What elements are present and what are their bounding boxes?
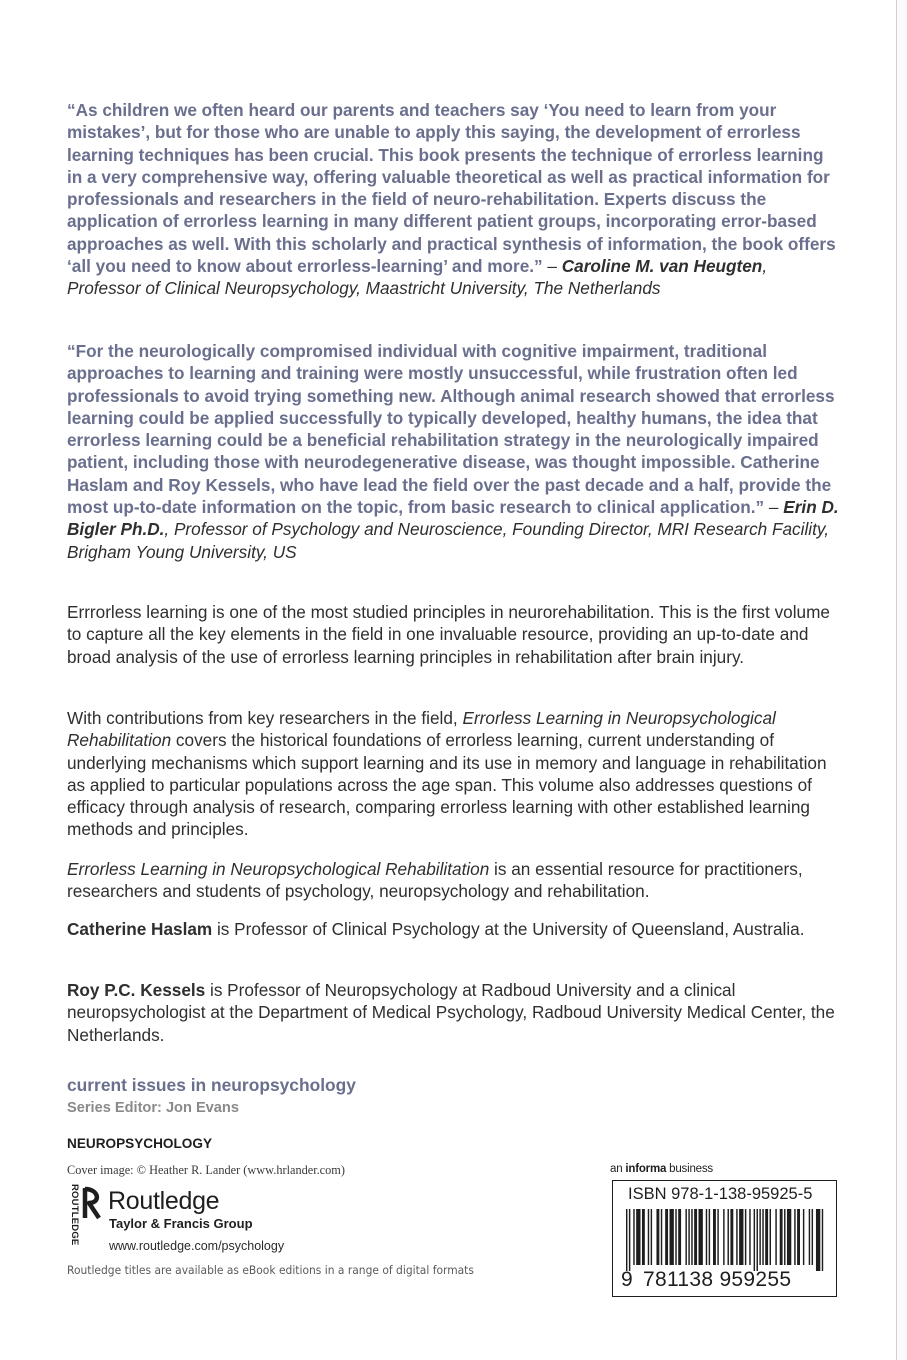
barcode-digits: [621, 1268, 831, 1292]
resource-rest: is an essential resource for practitioners, researchers and students of psychology, neuropsychology and rehabilitation.: [67, 859, 803, 902]
description-contributions: [67, 707, 842, 841]
barcode-bar: [629, 1209, 630, 1271]
barcode-bar: [691, 1209, 692, 1265]
publisher-group: Taylor & Francis Group: [109, 1216, 253, 1231]
description-intro: Errrorless learning is one of the most studied principles in neurorehabilitation. This is the first volume to capture all the key elements in the field in one invaluable resource, providing an up-to-date and broad analysis of the use of errorless learning principles in rehabilitation after brain injury.: [67, 602, 830, 667]
barcode-bar: [736, 1209, 737, 1265]
barcode-bar: [822, 1209, 823, 1271]
barcode-bar: [723, 1209, 724, 1265]
barcode-bar: [706, 1209, 707, 1265]
informa-brand: informa: [625, 1163, 667, 1175]
barcode-bar: [713, 1209, 716, 1265]
barcode-bar: [770, 1209, 771, 1265]
barcode-bar: [765, 1209, 768, 1265]
series-editor: Series Editor: Jon Evans: [67, 1100, 239, 1116]
barcode-bar: [759, 1209, 760, 1265]
author-name: Roy P.C. Kessels: [67, 980, 206, 1000]
contributions-rest: covers the historical foundations of errorless learning, current understanding of underlying mechanisms which support learning and its use in memory and language in rehabilitation as applied to particular populations across the age span. This volume also addresses questions of efficacy through analysis of research, comparing errorless learning with other established learning methods and principles.: [67, 730, 827, 840]
cover-credit: Cover image: © Heather R. Lander (www.hrlander.com): [67, 1163, 345, 1177]
barcode-bar: [754, 1209, 755, 1271]
attribution-dash: –: [768, 497, 784, 518]
barcode-bar: [642, 1209, 645, 1265]
barcode-digits-left: 781138: [642, 1268, 714, 1291]
barcode-bar: [803, 1209, 804, 1265]
barcode-bar: [661, 1209, 662, 1265]
description-resource: [67, 858, 842, 903]
publisher-website: www.routledge.com/psychology: [109, 1239, 285, 1253]
barcode-bar: [809, 1209, 810, 1265]
series-title: current issues in neuropsychology: [67, 1075, 356, 1095]
isbn-label: ISBN 978-1-138-95925-5: [628, 1185, 813, 1203]
barcode-bar: [749, 1209, 750, 1265]
informa-business-line: [610, 1163, 713, 1175]
barcode-bar: [745, 1209, 746, 1265]
quote-1-text: “As children we often heard our parents and teachers say ‘You need to learn from your mistakes’, but for those who are unable to apply this saying, the development of errorless learning techniques has been crucial. This book presents the technique of errorless learning in a very comprehensive way, offering valuable theoretical as well as practical information for professionals and researchers in the field of neuro-rehabilitation. Experts discuss the application of errorless learning in many different patient groups, incorporating error-based approaches as well. With this scholarly and practical synthesis of information, the book offers ‘all you need to know about errorless-learning’ and more.”: [67, 100, 836, 277]
informa-prefix: an: [610, 1163, 626, 1175]
contributions-lead: With contributions from key researchers in the field,: [67, 708, 463, 728]
quote-2-author: Erin D. Bigler Ph.D.: [67, 497, 839, 540]
routledge-r-icon: [82, 1186, 104, 1220]
author-bio: is Professor of Clinical Psychology at the University of Queensland, Australia.: [212, 919, 805, 939]
barcode-bar: [762, 1209, 763, 1265]
quote-2-text: “For the neurologically compromised individual with cognitive impairment, traditional approaches to learning and training were mostly unsuccessful, while frustration often led professionals to avoid trying something new. Although animal research showed that errorless learning could be applied successfully to typically developed, healthy humans, the idea that errorless learning could be a beneficial rehabilitation strategy in the neurologically impaired patient, including those with neurodegenerative disease, was thought impossible. Catherine Haslam and Roy Kessels, who have lead the field over the past decade and a half, provide the most up-to-date information on the topic, from basic research to clinical application.”: [67, 341, 835, 518]
author-bio-haslam: [67, 918, 842, 940]
barcode-bar: [633, 1209, 634, 1265]
barcode-bar: [757, 1209, 758, 1271]
subject-category: NEUROPSYCHOLOGY: [67, 1136, 213, 1151]
barcode-bar: [780, 1209, 783, 1265]
barcode-bar: [730, 1209, 733, 1265]
barcode-digit-first: 9: [621, 1268, 633, 1291]
barcode-bar: [678, 1209, 681, 1265]
endorsement-quote-2: [67, 340, 842, 563]
logo-vertical-wordmark: ROUTLEDGE: [69, 1184, 80, 1246]
barcode-bar: [675, 1209, 676, 1265]
author-bio-kessels: [67, 979, 842, 1046]
spine-edge: [896, 0, 907, 1360]
barcode-bar: [797, 1209, 800, 1265]
author-name: Catherine Haslam: [67, 919, 213, 939]
attribution-dash: –: [547, 256, 562, 277]
book-title: Errorless Learning in Neuropsychological Rehabilitation: [67, 708, 776, 751]
barcode-bar: [651, 1209, 652, 1265]
barcode-bar: [665, 1209, 668, 1265]
isbn-barcode-box: [612, 1180, 837, 1297]
publisher-name: Routledge: [108, 1187, 220, 1215]
quote-1-role: , Professor of Clinical Neuropsychology, Maastricht University, The Netherlands: [67, 256, 768, 299]
barcode-bar: [787, 1209, 791, 1265]
barcode-bar: [794, 1209, 795, 1265]
barcode-bar: [812, 1209, 813, 1265]
barcode-bar: [816, 1209, 820, 1271]
barcode-bar: [648, 1209, 649, 1265]
barcode-bar: [784, 1209, 785, 1265]
barcode-bar: [626, 1209, 627, 1271]
barcode-graphic: [624, 1209, 824, 1271]
barcode-bar: [636, 1209, 640, 1265]
barcode-bar: [775, 1209, 776, 1265]
barcode-bar: [728, 1209, 729, 1265]
book-title: Errorless Learning in Neuropsychological Rehabilitation: [67, 859, 490, 879]
barcode-bar: [717, 1209, 718, 1265]
informa-suffix: business: [666, 1163, 713, 1175]
barcode-bar: [739, 1209, 743, 1265]
barcode-digits-right: 959255: [719, 1268, 792, 1291]
quote-2-role: , Professor of Psychology and Neuroscience, Founding Director, MRI Research Facility, Brigham Young University, US: [67, 519, 829, 562]
quote-1-author: Caroline M. van Heugten: [561, 256, 763, 277]
barcode-bar: [709, 1209, 710, 1265]
barcode-bar: [656, 1209, 659, 1265]
author-bio: is Professor of Neuropsychology at Radboud University and a clinical neuropsychologist at the Department of Medical Psychology, Radboud University Medical Center, the Netherlands.: [67, 980, 835, 1045]
barcode-bar: [685, 1209, 686, 1265]
barcode-bar: [699, 1209, 703, 1265]
barcode-bar: [670, 1209, 674, 1265]
barcode-bar: [688, 1209, 689, 1265]
endorsement-quote-1: [67, 99, 842, 300]
barcode-bar: [694, 1209, 697, 1265]
ebook-note: Routledge titles are available as eBook editions in a range of digital formats: [67, 1263, 474, 1277]
